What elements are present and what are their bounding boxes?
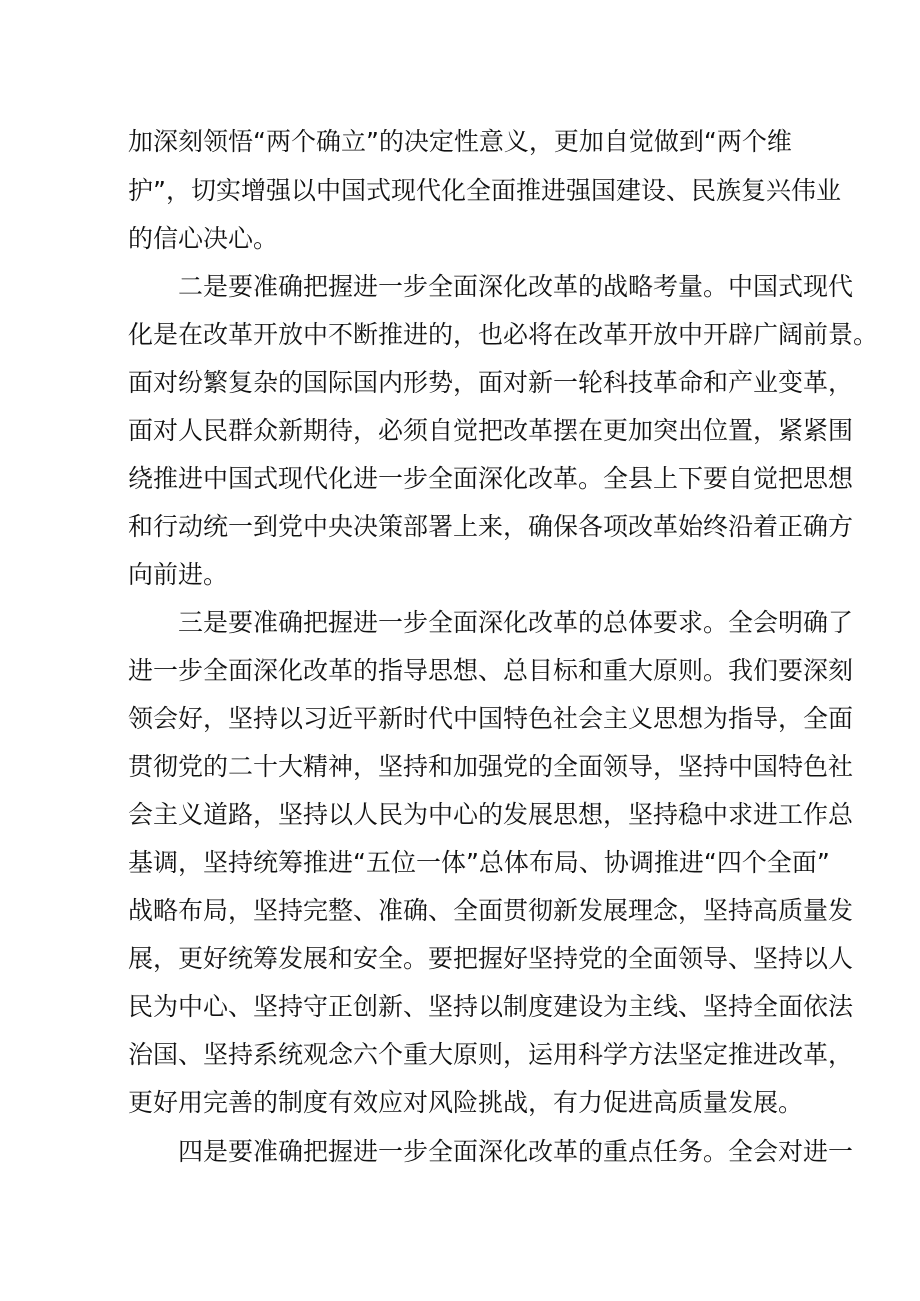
text-line: 治国、坚持系统观念六个重大原则，运用科学方法坚定推进改革， [128, 1040, 854, 1069]
text-line: 面对纷繁复杂的国际国内形势，面对新一轮科技革命和产业变革， [128, 368, 854, 397]
text-line: 民为中心、坚持守正创新、坚持以制度建设为主线、坚持全面依法 [128, 992, 854, 1021]
text-line: 护”，切实增强以中国式现代化全面推进强国建设、民族复兴伟业 [128, 176, 841, 205]
text-line: 贯彻党的二十大精神，坚持和加强党的全面领导，坚持中国特色社 [128, 752, 854, 781]
text-line: 更好用完善的制度有效应对风险挑战，有力促进高质量发展。 [128, 1088, 804, 1117]
text-line: 战略布局，坚持完整、准确、全面贯彻新发展理念，坚持高质量发 [128, 896, 854, 925]
text-line: 进一步全面深化改革的指导思想、总目标和重大原则。我们要深刻 [128, 656, 854, 685]
text-line: 三是要准确把握进一步全面深化改革的总体要求。全会明确了 [178, 608, 854, 637]
text-line: 向前进。 [128, 560, 229, 589]
text-line: 加深刻领悟“两个确立”的决定性意义，更加自觉做到“两个维 [128, 127, 792, 156]
text-line: 展，更好统筹发展和安全。要把握好坚持党的全面领导、坚持以人 [128, 944, 854, 973]
text-line: 会主义道路，坚持以人民为中心的发展思想，坚持稳中求进工作总 [128, 800, 854, 829]
text-line: 四是要准确把握进一步全面深化改革的重点任务。全会对进一 [178, 1137, 854, 1166]
text-line: 的信心决心。 [128, 224, 279, 253]
text-line: 化是在改革开放中不断推进的，也必将在改革开放中开辟广阔前景。 [128, 320, 879, 349]
text-line: 基调，坚持统筹推进“五位一体”总体布局、协调推进“四个全面” [128, 848, 830, 877]
text-line: 和行动统一到党中央决策部署上来，确保各项改革始终沿着正确方 [128, 512, 854, 541]
text-line: 领会好，坚持以习近平新时代中国特色社会主义思想为指导，全面 [128, 704, 854, 733]
text-line: 二是要准确把握进一步全面深化改革的战略考量。中国式现代 [178, 272, 854, 301]
text-line: 绕推进中国式现代化进一步全面深化改革。全县上下要自觉把思想 [128, 464, 854, 493]
text-line: 面对人民群众新期待，必须自觉把改革摆在更加突出位置，紧紧围 [128, 416, 854, 445]
